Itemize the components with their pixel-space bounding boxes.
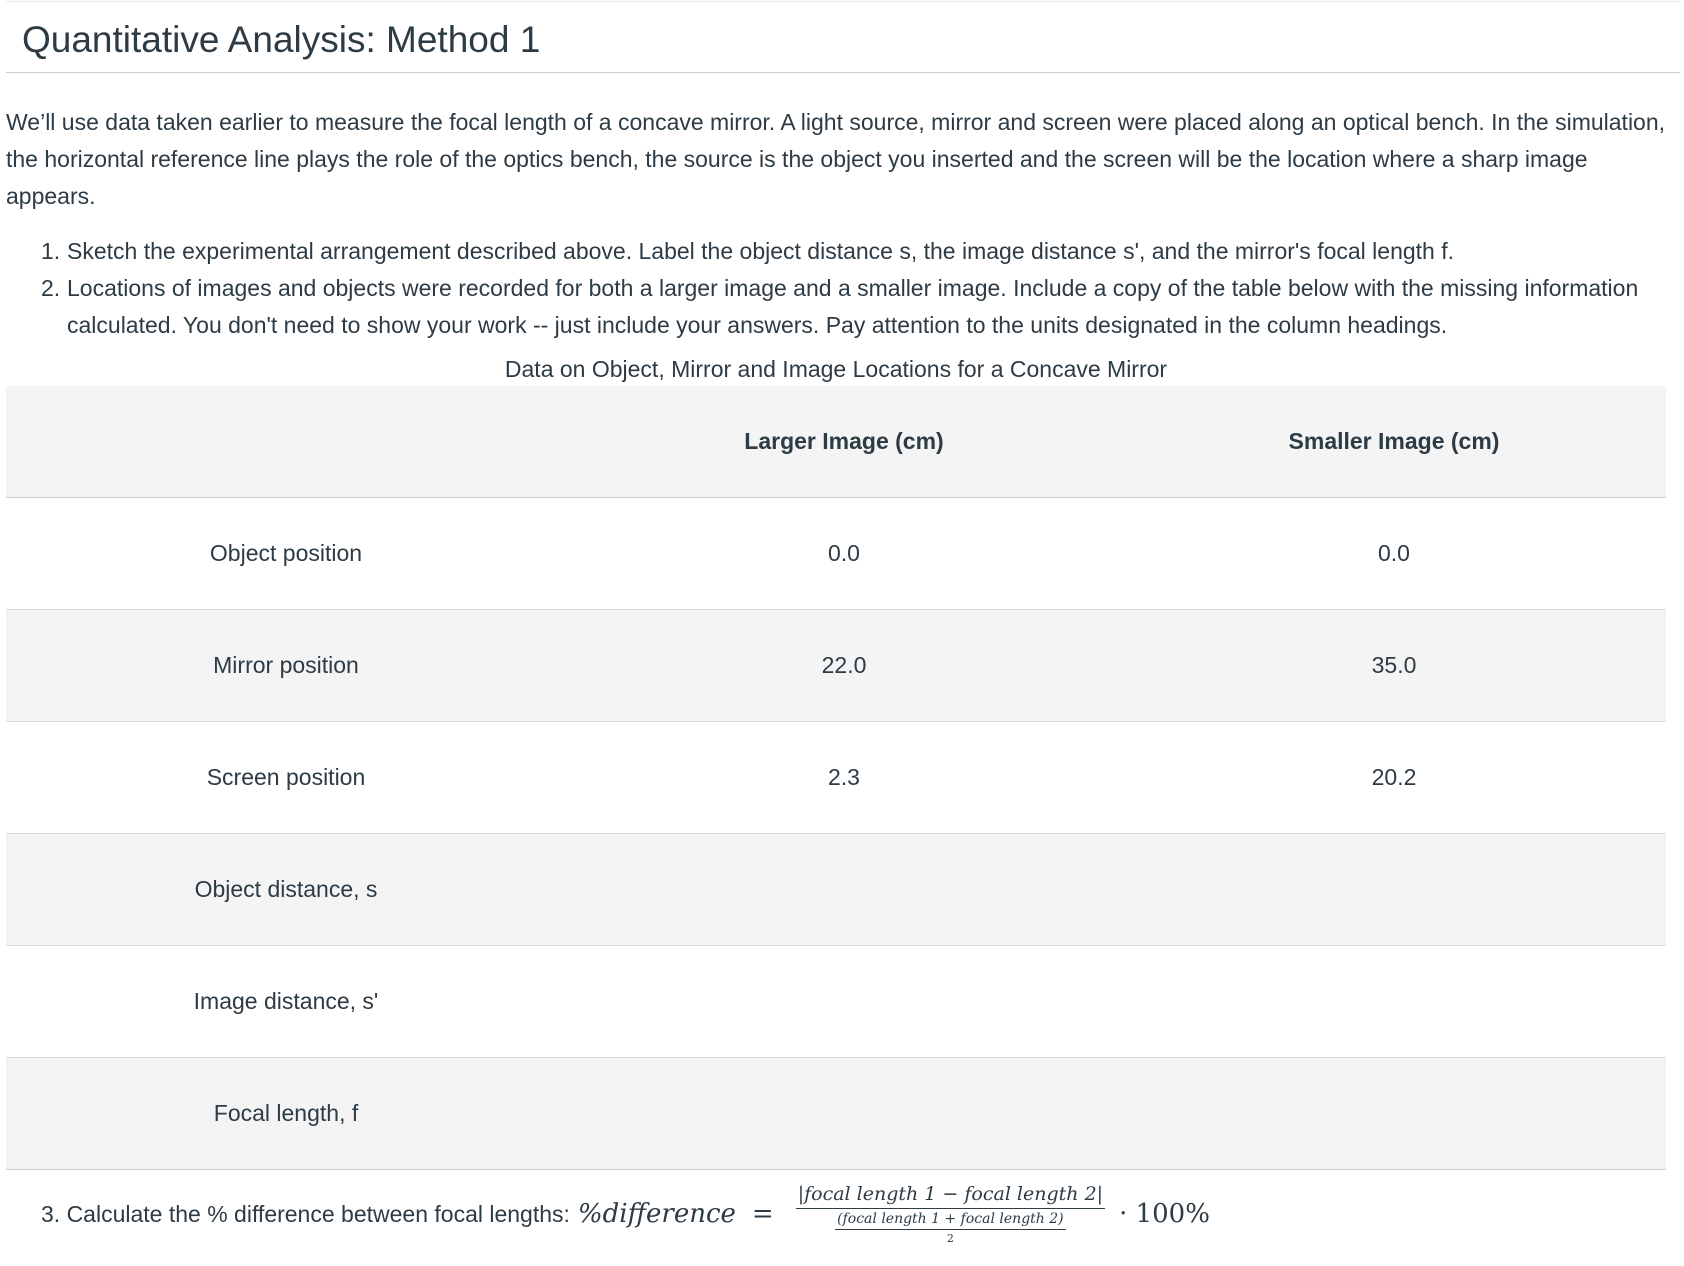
smaller-image-value: 20.2	[1371, 764, 1417, 790]
percent-difference-instruction	[41, 1164, 1210, 1264]
instruction-text: Locations of images and objects were recorded for both a larger image and a smaller image. Include a copy of the table below with the missing information calculated. You don't need to show your work -- just include your answers. Pay attention to the units designated in the column headings.	[67, 275, 1639, 338]
table-row	[6, 498, 1666, 610]
intro-paragraph: We’ll use data taken earlier to measure the focal length of a concave mirror. A light source, mirror and screen were placed along an optical bench. In the simulation, the horizontal reference line plays the role of the optics bench, the source is the object you inserted and the screen will be the location where a sharp image appears.	[6, 109, 1666, 209]
top-divider	[6, 1, 1680, 2]
row-label: Mirror position	[213, 652, 359, 678]
table-row	[6, 722, 1666, 834]
page-title: Quantitative Analysis: Method 1	[22, 19, 541, 60]
formula-lhs: %difference	[577, 1199, 736, 1229]
data-table	[6, 386, 1666, 1170]
instruction-number: 1.	[41, 238, 61, 264]
table-caption: Data on Object, Mirror and Image Locations for a Concave Mirror	[504, 356, 1168, 382]
table-row	[6, 946, 1666, 1058]
smaller-image-value: 0.0	[1378, 540, 1410, 566]
formula-denominator-bottom: 2	[946, 1232, 954, 1245]
instruction-text: Sketch the experimental arrangement described above. Label the object distance s, the image distance s', and the mirror's focal length f.	[67, 238, 1455, 264]
formula-equals: =	[751, 1199, 774, 1229]
larger-image-value: 0.0	[828, 540, 860, 566]
formula-denominator-top: (focal length 1 + focal length 2)	[835, 1211, 1066, 1230]
instruction-number: 2.	[41, 275, 61, 301]
formula-tail: · 100%	[1119, 1199, 1210, 1229]
row-label: Focal length, f	[213, 1100, 359, 1126]
row-label: Image distance, s'	[193, 988, 379, 1014]
table-row	[6, 610, 1666, 722]
row-label: Screen position	[206, 764, 366, 790]
title-divider	[6, 72, 1680, 73]
step3-text: 3. Calculate the % difference between focal lengths:	[41, 1200, 570, 1227]
header-cell-smaller: Smaller Image (cm)	[1288, 428, 1500, 454]
row-label: Object position	[209, 540, 363, 566]
table-header-row	[6, 386, 1666, 498]
formula-numerator: |focal length 1 − focal length 2|	[796, 1183, 1105, 1209]
formula-fraction	[796, 1183, 1105, 1245]
formula-denominator	[835, 1209, 1066, 1245]
instruction-item	[6, 270, 1678, 344]
instruction-item	[6, 233, 1678, 270]
row-label: Object distance, s	[194, 876, 378, 902]
smaller-image-value: 35.0	[1371, 652, 1417, 678]
larger-image-value: 22.0	[821, 652, 867, 678]
larger-image-value: 2.3	[828, 764, 860, 790]
header-cell-larger: Larger Image (cm)	[744, 428, 944, 454]
instruction-list	[6, 233, 1678, 344]
table-row	[6, 1058, 1666, 1170]
table-row	[6, 834, 1666, 946]
